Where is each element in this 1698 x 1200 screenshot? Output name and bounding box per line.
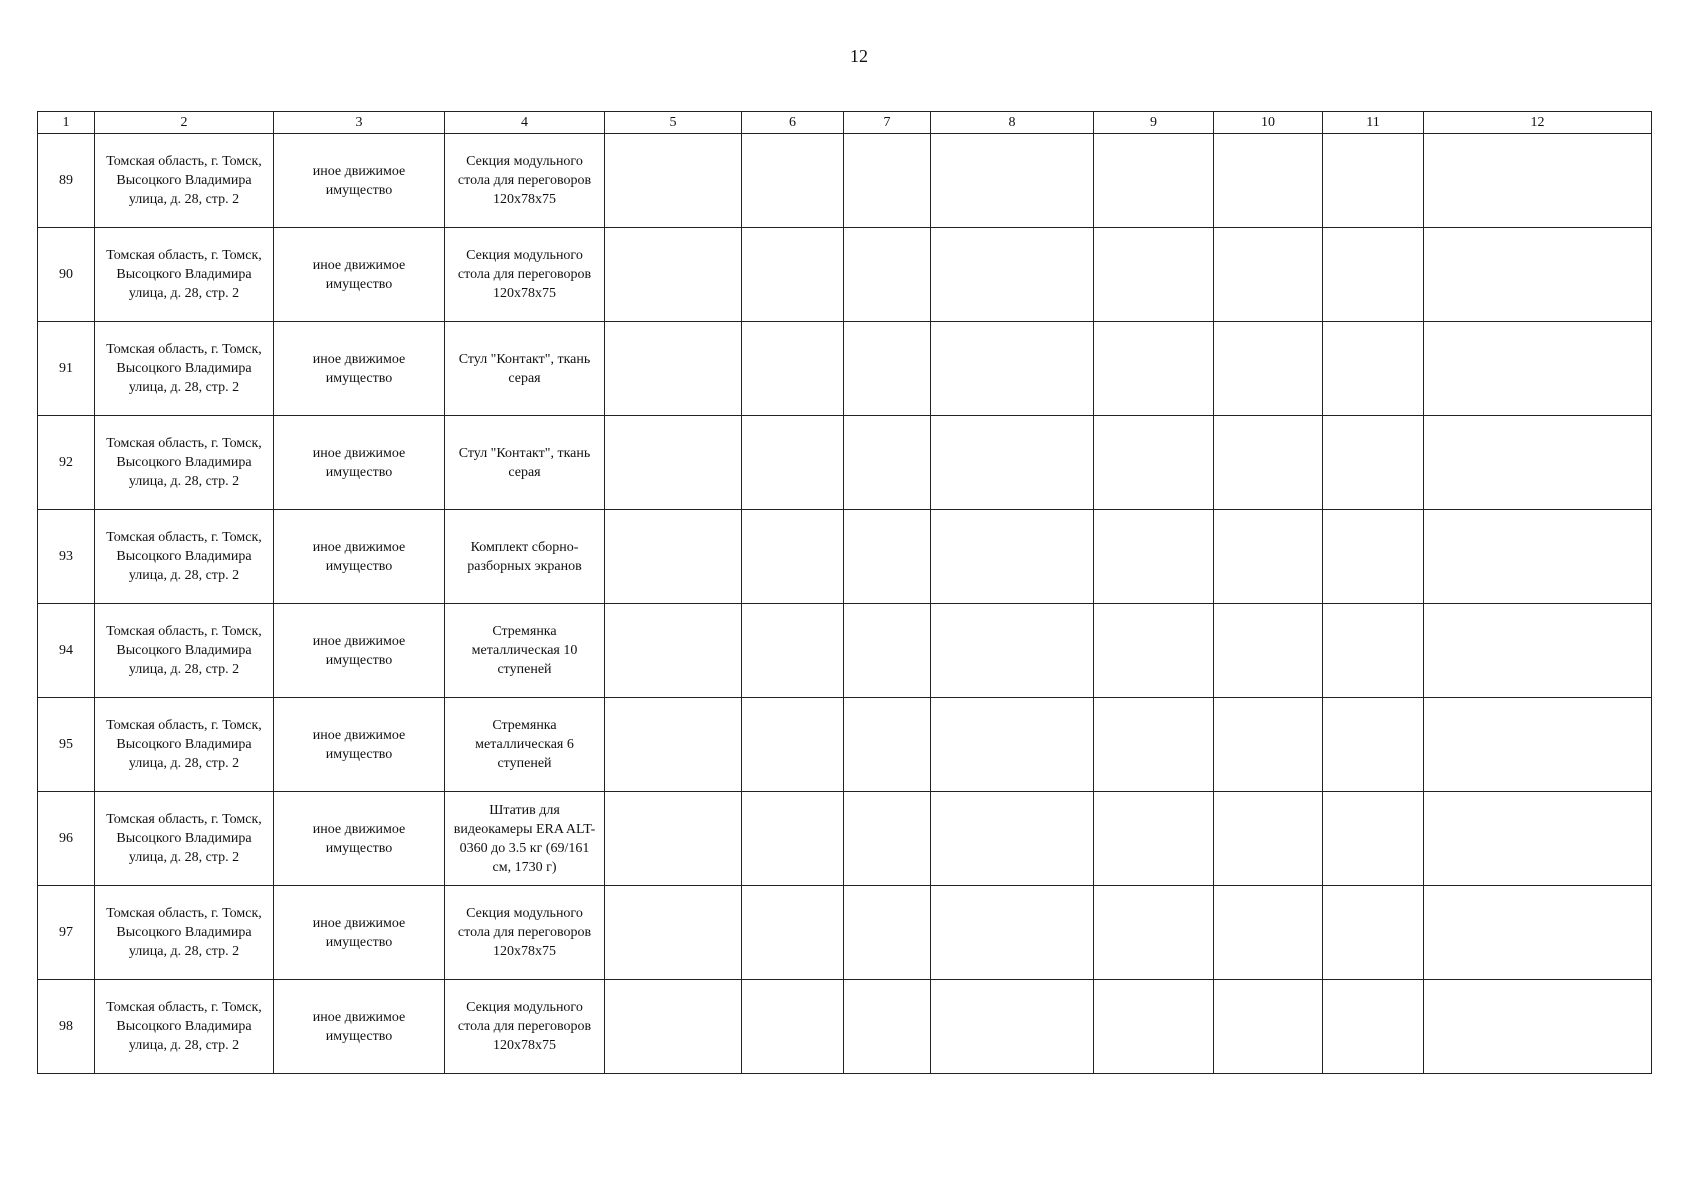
- column-header: 5: [605, 112, 742, 134]
- empty-cell: [605, 228, 742, 322]
- empty-cell: [1094, 604, 1214, 698]
- empty-cell: [605, 134, 742, 228]
- property-registry-table: [37, 111, 1652, 1074]
- empty-cell: [605, 792, 742, 886]
- empty-cell: [1323, 886, 1424, 980]
- empty-cell: [1094, 980, 1214, 1074]
- property-type-cell: иное движимое имущество: [274, 322, 445, 416]
- page-number: 12: [850, 46, 868, 66]
- empty-cell: [1214, 604, 1323, 698]
- empty-cell: [742, 980, 844, 1074]
- column-header: 7: [844, 112, 931, 134]
- empty-cell: [1094, 322, 1214, 416]
- item-name-cell: Секция модульного стола для переговоров 120x78x75: [445, 980, 605, 1074]
- address-cell: Томская область, г. Томск, Высоцкого Владимира улица, д. 28, стр. 2: [95, 134, 274, 228]
- empty-cell: [1323, 134, 1424, 228]
- column-header: 6: [742, 112, 844, 134]
- table-row: [38, 604, 1652, 698]
- empty-cell: [844, 228, 931, 322]
- table-row: [38, 322, 1652, 416]
- empty-cell: [605, 322, 742, 416]
- item-name-cell: Секция модульного стола для переговоров 120x78x75: [445, 886, 605, 980]
- address-cell: Томская область, г. Томск, Высоцкого Владимира улица, д. 28, стр. 2: [95, 886, 274, 980]
- table-row: [38, 416, 1652, 510]
- property-type-cell: иное движимое имущество: [274, 980, 445, 1074]
- empty-cell: [844, 792, 931, 886]
- empty-cell: [1214, 416, 1323, 510]
- row-number-cell: 91: [38, 322, 95, 416]
- address-cell: Томская область, г. Томск, Высоцкого Владимира улица, д. 28, стр. 2: [95, 604, 274, 698]
- column-header: 11: [1323, 112, 1424, 134]
- empty-cell: [1323, 510, 1424, 604]
- column-header: 10: [1214, 112, 1323, 134]
- empty-cell: [1323, 228, 1424, 322]
- property-type-cell: иное движимое имущество: [274, 792, 445, 886]
- empty-cell: [1094, 228, 1214, 322]
- empty-cell: [1214, 322, 1323, 416]
- empty-cell: [1323, 792, 1424, 886]
- column-header: 12: [1424, 112, 1652, 134]
- table-row: [38, 510, 1652, 604]
- row-number-cell: 89: [38, 134, 95, 228]
- table-row: [38, 698, 1652, 792]
- empty-cell: [1094, 134, 1214, 228]
- column-header: 8: [931, 112, 1094, 134]
- empty-cell: [931, 980, 1094, 1074]
- empty-cell: [931, 134, 1094, 228]
- item-name-cell: Стремянка металлическая 10 ступеней: [445, 604, 605, 698]
- column-header: 3: [274, 112, 445, 134]
- empty-cell: [1323, 604, 1424, 698]
- item-name-cell: Секция модульного стола для переговоров 120x78x75: [445, 228, 605, 322]
- header-row: [38, 112, 1652, 134]
- table-row: [38, 792, 1652, 886]
- empty-cell: [931, 510, 1094, 604]
- empty-cell: [1424, 228, 1652, 322]
- empty-cell: [742, 416, 844, 510]
- table-header: [38, 112, 1652, 134]
- empty-cell: [605, 886, 742, 980]
- empty-cell: [1424, 134, 1652, 228]
- address-cell: Томская область, г. Томск, Высоцкого Владимира улица, д. 28, стр. 2: [95, 322, 274, 416]
- property-type-cell: иное движимое имущество: [274, 228, 445, 322]
- column-header: 1: [38, 112, 95, 134]
- empty-cell: [742, 228, 844, 322]
- address-cell: Томская область, г. Томск, Высоцкого Владимира улица, д. 28, стр. 2: [95, 228, 274, 322]
- empty-cell: [1424, 322, 1652, 416]
- empty-cell: [605, 698, 742, 792]
- empty-cell: [1214, 886, 1323, 980]
- empty-cell: [844, 604, 931, 698]
- row-number-cell: 95: [38, 698, 95, 792]
- empty-cell: [1094, 698, 1214, 792]
- property-type-cell: иное движимое имущество: [274, 134, 445, 228]
- empty-cell: [931, 416, 1094, 510]
- empty-cell: [1214, 980, 1323, 1074]
- empty-cell: [742, 322, 844, 416]
- row-number-cell: 90: [38, 228, 95, 322]
- empty-cell: [605, 980, 742, 1074]
- empty-cell: [605, 510, 742, 604]
- empty-cell: [1424, 604, 1652, 698]
- empty-cell: [931, 698, 1094, 792]
- empty-cell: [1214, 134, 1323, 228]
- empty-cell: [1214, 510, 1323, 604]
- empty-cell: [1214, 228, 1323, 322]
- empty-cell: [742, 510, 844, 604]
- property-type-cell: иное движимое имущество: [274, 604, 445, 698]
- empty-cell: [844, 134, 931, 228]
- empty-cell: [742, 886, 844, 980]
- empty-cell: [931, 792, 1094, 886]
- property-type-cell: иное движимое имущество: [274, 416, 445, 510]
- address-cell: Томская область, г. Томск, Высоцкого Владимира улица, д. 28, стр. 2: [95, 510, 274, 604]
- address-cell: Томская область, г. Томск, Высоцкого Владимира улица, д. 28, стр. 2: [95, 792, 274, 886]
- empty-cell: [931, 886, 1094, 980]
- empty-cell: [844, 416, 931, 510]
- empty-cell: [1323, 698, 1424, 792]
- row-number-cell: 92: [38, 416, 95, 510]
- empty-cell: [742, 134, 844, 228]
- address-cell: Томская область, г. Томск, Высоцкого Владимира улица, д. 28, стр. 2: [95, 698, 274, 792]
- row-number-cell: 98: [38, 980, 95, 1074]
- column-header: 4: [445, 112, 605, 134]
- empty-cell: [931, 322, 1094, 416]
- empty-cell: [1424, 792, 1652, 886]
- empty-cell: [844, 698, 931, 792]
- address-cell: Томская область, г. Томск, Высоцкого Владимира улица, д. 28, стр. 2: [95, 416, 274, 510]
- table-body: [38, 134, 1652, 1074]
- empty-cell: [1214, 792, 1323, 886]
- item-name-cell: Секция модульного стола для переговоров 120x78x75: [445, 134, 605, 228]
- row-number-cell: 97: [38, 886, 95, 980]
- row-number-cell: 96: [38, 792, 95, 886]
- empty-cell: [1094, 792, 1214, 886]
- empty-cell: [844, 886, 931, 980]
- empty-cell: [1424, 510, 1652, 604]
- column-header: 2: [95, 112, 274, 134]
- empty-cell: [742, 604, 844, 698]
- empty-cell: [1323, 416, 1424, 510]
- empty-cell: [844, 980, 931, 1074]
- item-name-cell: Стремянка металлическая 6 ступеней: [445, 698, 605, 792]
- column-header: 9: [1094, 112, 1214, 134]
- item-name-cell: Комплект сборно-разборных экранов: [445, 510, 605, 604]
- property-type-cell: иное движимое имущество: [274, 886, 445, 980]
- table-row: [38, 980, 1652, 1074]
- empty-cell: [1323, 980, 1424, 1074]
- item-name-cell: Стул "Контакт", ткань серая: [445, 416, 605, 510]
- empty-cell: [1424, 416, 1652, 510]
- empty-cell: [931, 604, 1094, 698]
- empty-cell: [605, 416, 742, 510]
- item-name-cell: Штатив для видеокамеры ERA ALT-0360 до 3.5 кг (69/161 см, 1730 г): [445, 792, 605, 886]
- empty-cell: [1424, 698, 1652, 792]
- empty-cell: [1214, 698, 1323, 792]
- empty-cell: [844, 510, 931, 604]
- empty-cell: [931, 228, 1094, 322]
- table-row: [38, 134, 1652, 228]
- empty-cell: [1424, 886, 1652, 980]
- empty-cell: [1094, 416, 1214, 510]
- property-type-cell: иное движимое имущество: [274, 510, 445, 604]
- empty-cell: [1323, 322, 1424, 416]
- empty-cell: [742, 792, 844, 886]
- property-type-cell: иное движимое имущество: [274, 698, 445, 792]
- address-cell: Томская область, г. Томск, Высоцкого Владимира улица, д. 28, стр. 2: [95, 980, 274, 1074]
- empty-cell: [605, 604, 742, 698]
- empty-cell: [1094, 510, 1214, 604]
- item-name-cell: Стул "Контакт", ткань серая: [445, 322, 605, 416]
- row-number-cell: 93: [38, 510, 95, 604]
- row-number-cell: 94: [38, 604, 95, 698]
- empty-cell: [844, 322, 931, 416]
- empty-cell: [742, 698, 844, 792]
- table-row: [38, 228, 1652, 322]
- table-row: [38, 886, 1652, 980]
- empty-cell: [1094, 886, 1214, 980]
- empty-cell: [1424, 980, 1652, 1074]
